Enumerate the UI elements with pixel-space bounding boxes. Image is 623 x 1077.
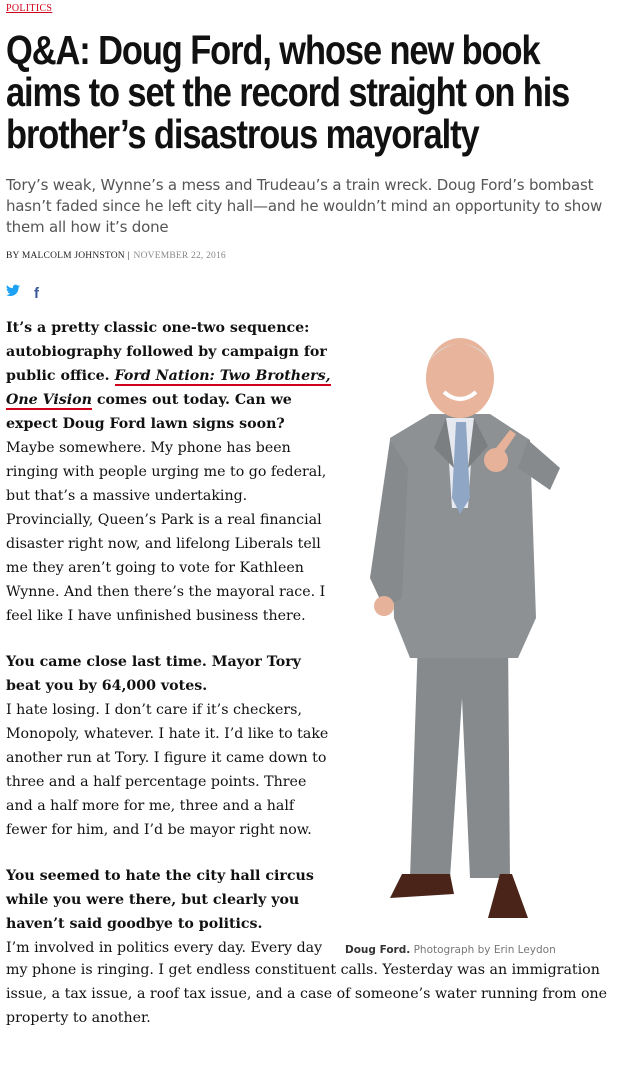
photo-caption <box>345 944 556 956</box>
answer-2: I hate losing. I don’t care if it’s checkers, Monopoly, whatever. I hate it. I’d like to take another run at Tory. I figure it came down to three and a half percentage points. Three and a half more for me, three and a half fewer for him, and I’d be mayor right now. <box>6 702 329 838</box>
headline: Q&A: Doug Ford, whose new book aims to set the record straight on his brother’s disastrous mayoralty <box>6 27 570 157</box>
book-link[interactable]: Ford Nation: Two Brothers, One Vision <box>6 368 331 408</box>
facebook-icon[interactable]: f <box>34 284 39 302</box>
answer-3-line1: I’m involved in politics every day. Every day <box>6 940 323 956</box>
twitter-icon[interactable] <box>6 284 20 302</box>
caption-subject: Doug Ford. <box>345 944 411 956</box>
answer-1: Maybe somewhere. My phone has been ringing with people urging me to go federal, but that’s a massive undertaking. Provincially, Queen’s Park is a real financial disaster right now, and lifelong Liberals tell me they aren’t going to vote for Kathleen Wynne. And then there’s the mayoral race. I feel like I have unfinished business there. <box>6 440 327 624</box>
section-label[interactable]: POLITICS <box>6 3 53 14</box>
question-2: You came close last time. Mayor Tory beat you by 64,000 votes. <box>6 654 301 694</box>
dek: Tory’s weak, Wynne’s a mess and Trudeau’s a train wreck. Doug Ford’s bombast hasn’t faded since he left city hall—and he wouldn’t mind an opportunity to show them all how it’s done <box>6 176 603 236</box>
question-1: It’s a pretty classic one-two sequence: autobiography followed by campaign for public office. Ford Nation: Two Brothers, One Vision comes out today. Can we expect Doug Ford lawn signs soon? <box>6 320 331 432</box>
question-3: You seemed to hate the city hall circus while you were there, but clearly you haven’t said goodbye to politics. <box>6 868 314 932</box>
share-bar <box>6 284 39 302</box>
byline <box>6 251 226 261</box>
answer-3-continued: my phone is ringing. I get endless constituent calls. Yesterday was an immigration issue, a tax issue, a roof tax issue, and a case of someone’s water running from one property to another. <box>6 962 608 1026</box>
publish-date: NOVEMBER 22, 2016 <box>133 251 226 261</box>
caption-credit: Photograph by Erin Leydon <box>413 944 556 956</box>
author[interactable]: BY MALCOLM JOHNSTON | <box>6 251 130 261</box>
doug-ford-photo <box>350 318 572 938</box>
article-body <box>6 316 336 960</box>
